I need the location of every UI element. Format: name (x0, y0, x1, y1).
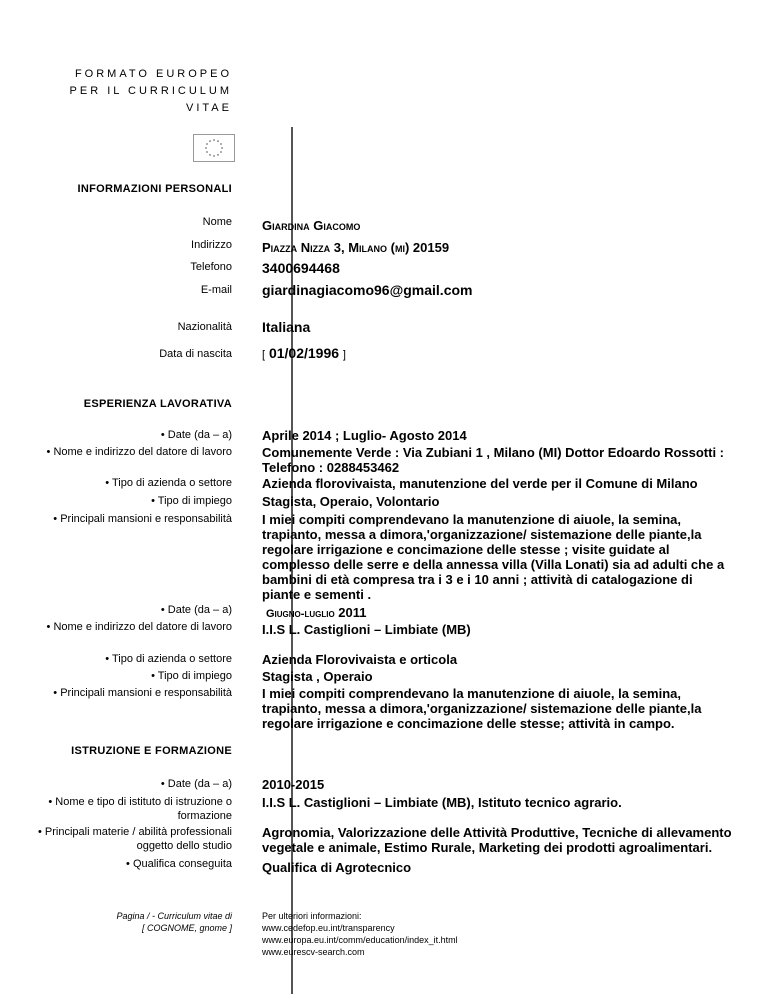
work2-date-year: 2011 (338, 605, 367, 620)
phone-value: 3400694468 (262, 260, 340, 276)
work2-date-label: • Date (da – a) (160, 604, 232, 616)
work2-date-months: Giugno-luglio (266, 608, 335, 620)
edu-date: 2010-2015 (262, 777, 325, 792)
document-title (70, 66, 232, 117)
birthdate-value-wrapper (262, 345, 346, 361)
nationality-value: Italiana (262, 319, 311, 335)
section-education: ISTRUZIONE E FORMAZIONE (71, 745, 232, 757)
address-label: Indirizzo (191, 239, 232, 251)
work2-sector: Azienda Florovivaista e orticola (262, 652, 458, 667)
work2-employer-label: • Nome e indirizzo del datore di lavoro (46, 621, 232, 633)
footer-right-line-1: Per ulteriori informazioni: (262, 911, 362, 921)
work2-job: Stagista , Operaio (262, 669, 373, 684)
work1-duties: I miei compiti comprendevano la manutenzione di aiuole, la semina, trapianto, messa a dimora,'organizzazione/ sistemazione delle piante,la regolare irrigazione e concimazione delle stesse ; visite guidate al complesso delle serre e della annessa villa (Villa Lonati) sia ad adulti che a bambini di età compresa tra i 3 e i 10 anni ; attività di catalogazione di piante e sementi . (262, 512, 725, 602)
edu-date-label: • Date (da – a) (160, 778, 232, 790)
birthdate-open-bracket: [ (262, 349, 266, 361)
title-line-3: VITAE (186, 102, 232, 114)
title-line-1: FORMATO EUROPEO (74, 68, 232, 80)
work1-date: Aprile 2014 ; Luglio- Agosto 2014 (262, 428, 467, 443)
work2-sector-label: • Tipo di azienda o settore (105, 653, 232, 665)
address-value: Piazza Nizza 3, Milano (mi) 20159 (262, 240, 450, 255)
section-work-experience: ESPERIENZA LAVORATIVA (83, 398, 232, 410)
nationality-label: Nazionalità (177, 321, 232, 333)
email-value: giardinagiacomo96@gmail.com (262, 282, 473, 298)
edu-subjects-label: • Principali materie / abilità professionali oggetto dello studio (38, 826, 232, 852)
footer-links (262, 910, 458, 958)
birthdate-label: Data di nascita (159, 348, 232, 360)
edu-school: I.I.S L. Castiglioni – Limbiate (MB), Istituto tecnico agrario. (262, 795, 622, 810)
edu-subjects: Agronomia, Valorizzazione delle Attività Produttive, Tecniche di allevamento vegetale e animale, Estimo Rurale, Marketing dei prodotti agroalimentari. (262, 825, 732, 855)
footer-left-line-2: [ COGNOME, gnome ] (141, 923, 232, 933)
work2-duties: I miei compiti comprendevano la manutenzione di aiuole, la semina, trapianto, messa a dimora,'organizzazione/ sistemazione delle piante,la regolare irrigazione e concimazione delle stesse; attività in campo. (262, 686, 702, 731)
name-value: Giardina Giacomo (262, 218, 361, 233)
edu-qualification-label: • Qualifica conseguita (126, 858, 232, 870)
work2-job-label: • Tipo di impiego (151, 670, 232, 682)
edu-school-label: • Nome e tipo di istituto di istruzione o formazione (48, 796, 232, 822)
footer-left-line-1: Pagina / - Curriculum vitae di (116, 911, 232, 921)
work1-job-label: • Tipo di impiego (151, 495, 232, 507)
work1-duties-label: • Principali mansioni e responsabilità (53, 513, 232, 525)
work1-sector-label: • Tipo di azienda o settore (105, 477, 232, 489)
birthdate-close-bracket: ] (342, 349, 346, 361)
section-personal-info: INFORMAZIONI PERSONALI (77, 183, 232, 195)
work1-employer: Comunemente Verde : Via Zubiani 1 , Milano (MI) Dottor Edoardo Rossotti : Telefono : 0288453462 (262, 445, 725, 475)
work2-date (266, 605, 367, 622)
edu-qualification: Qualifica di Agrotecnico (262, 860, 412, 875)
footer-page-info (32, 910, 232, 934)
eu-flag-icon (193, 134, 235, 162)
work1-employer-label: • Nome e indirizzo del datore di lavoro (46, 446, 232, 458)
email-label: E-mail (200, 284, 232, 296)
work2-duties-label: • Principali mansioni e responsabilità (53, 687, 232, 699)
work1-sector: Azienda florovivaista, manutenzione del verde per il Comune di Milano (262, 476, 698, 491)
name-label: Nome (202, 216, 232, 228)
birthdate-value: 01/02/1996 (268, 345, 340, 361)
phone-label: Telefono (190, 261, 232, 273)
footer-link-cedefop[interactable]: www.cedefop.eu.int/transparency (262, 923, 395, 933)
work1-job: Stagista, Operaio, Volontario (262, 494, 440, 509)
work1-date-label: • Date (da – a) (160, 429, 232, 441)
title-line-2: PER IL CURRICULUM (69, 85, 232, 97)
footer-link-eurescv[interactable]: www.eurescv-search.com (262, 947, 365, 957)
footer-link-europa[interactable]: www.europa.eu.int/comm/education/index_it.html (262, 935, 458, 945)
work2-employer: I.I.S L. Castiglioni – Limbiate (MB) (262, 622, 471, 637)
